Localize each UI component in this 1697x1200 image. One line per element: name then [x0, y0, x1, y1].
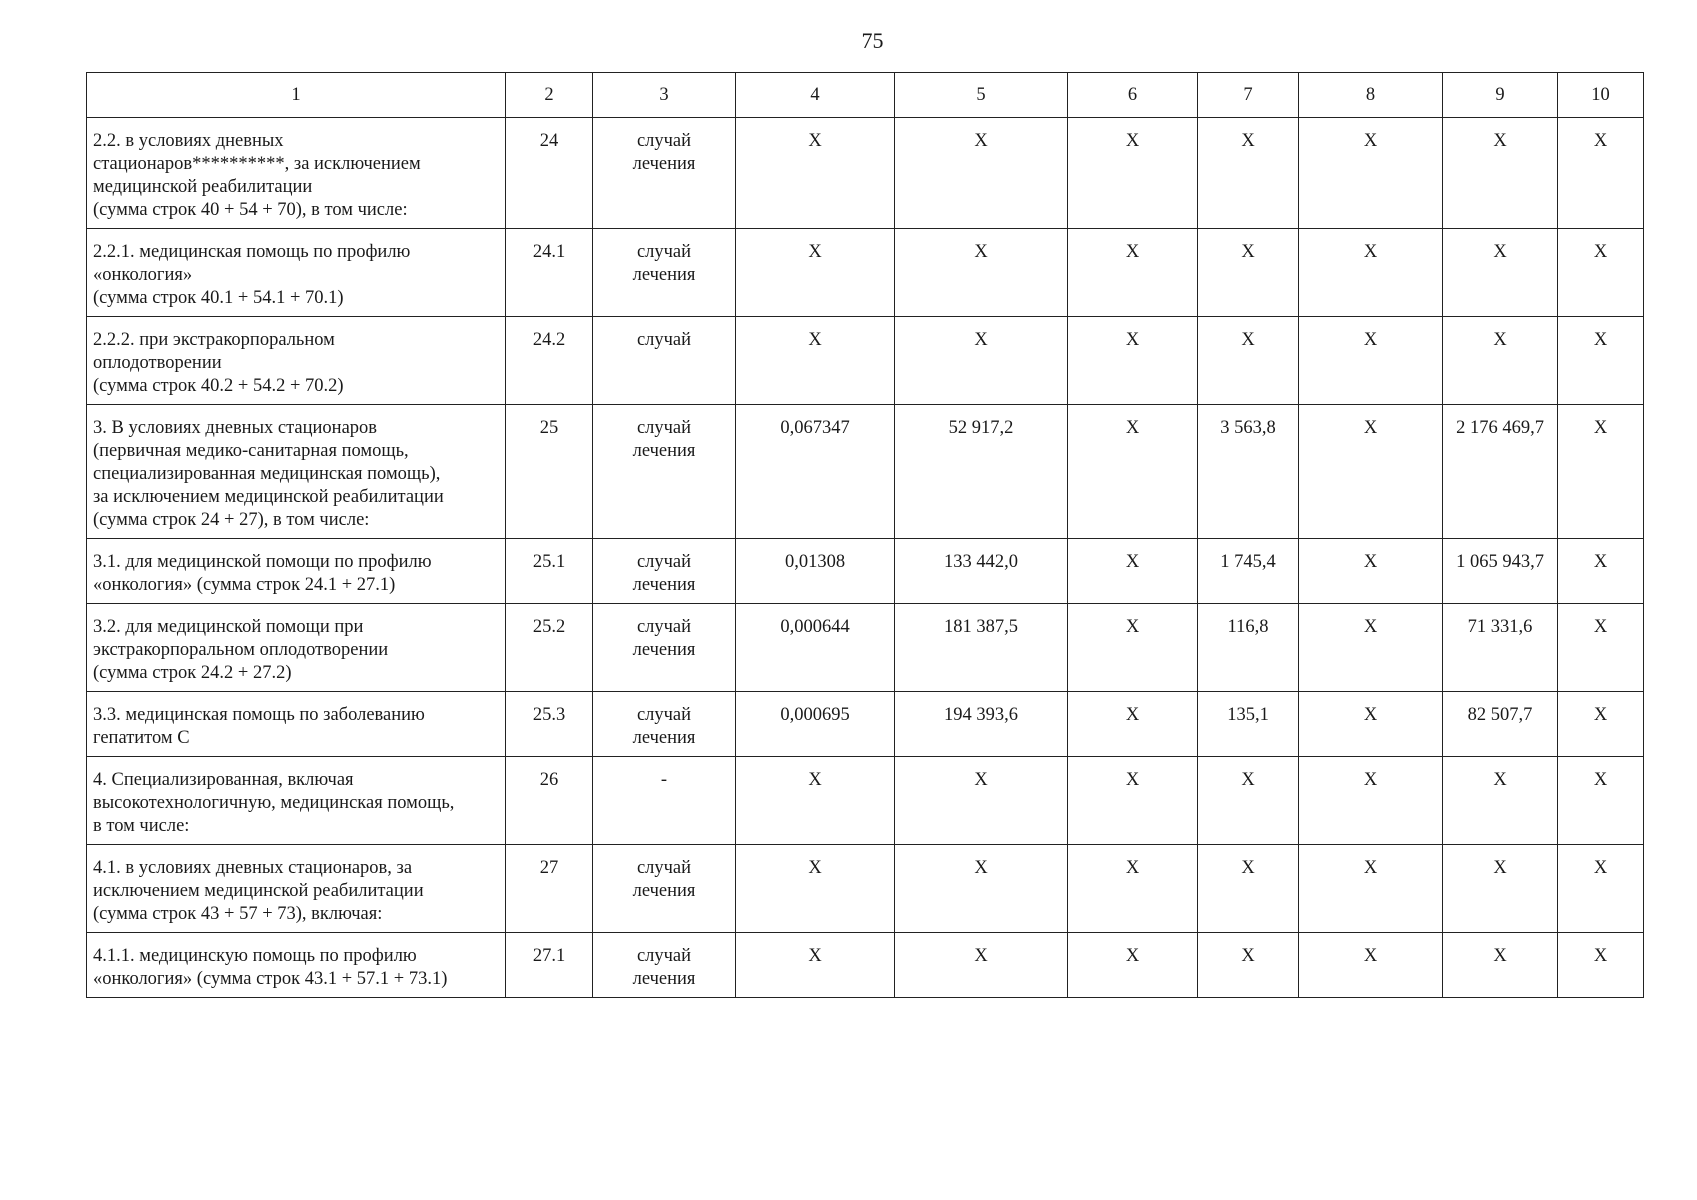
table-cell-col-6: X	[1068, 757, 1198, 845]
table-cell-col-7: X	[1198, 845, 1299, 933]
table-cell-col-4: 0,000695	[736, 692, 895, 757]
table-cell-col-3: случай лечения	[593, 405, 736, 539]
table-cell-col-8: X	[1299, 405, 1443, 539]
table-cell-col-8: X	[1299, 692, 1443, 757]
column-header-4: 4	[736, 73, 895, 118]
table-cell-col-3: случай лечения	[593, 933, 736, 998]
table-cell-col-10: X	[1558, 604, 1644, 692]
table-cell-col-6: X	[1068, 933, 1198, 998]
table-row	[87, 604, 1644, 692]
table-cell-col-7: 116,8	[1198, 604, 1299, 692]
table-cell-col-9: X	[1443, 229, 1558, 317]
table-cell-col-4: 0,000644	[736, 604, 895, 692]
table-cell-col-6: X	[1068, 405, 1198, 539]
table-cell-col-1: 3.2. для медицинской помощи при экстракорпоральном оплодотворении (сумма строк 24.2 + 27.2)	[87, 604, 506, 692]
table-cell-col-2: 25.1	[506, 539, 593, 604]
table-cell-col-6: X	[1068, 229, 1198, 317]
table-cell-col-6: X	[1068, 845, 1198, 933]
table-row	[87, 692, 1644, 757]
table-cell-col-2: 24.2	[506, 317, 593, 405]
page-number: 75	[861, 28, 884, 53]
table-cell-col-8: X	[1299, 539, 1443, 604]
column-header-2: 2	[506, 73, 593, 118]
table-cell-col-9: X	[1443, 317, 1558, 405]
table-row	[87, 539, 1644, 604]
table-cell-col-10: X	[1558, 539, 1644, 604]
table-cell-col-4: X	[736, 933, 895, 998]
table-cell-col-4: 0,067347	[736, 405, 895, 539]
table-row	[87, 757, 1644, 845]
table-cell-col-3: случай лечения	[593, 539, 736, 604]
table-cell-col-4: X	[736, 229, 895, 317]
table-cell-col-8: X	[1299, 317, 1443, 405]
column-header-3: 3	[593, 73, 736, 118]
table-cell-col-1: 3. В условиях дневных стационаров (первичная медико-санитарная помощь, специализированная медицинская помощь), за исключением медицинской реабилитации (сумма строк 24 + 27), в том числе:	[87, 405, 506, 539]
table-cell-col-4: 0,01308	[736, 539, 895, 604]
table-cell-col-5: X	[895, 118, 1068, 229]
table-row	[87, 118, 1644, 229]
table-cell-col-8: X	[1299, 229, 1443, 317]
table-cell-col-9: X	[1443, 845, 1558, 933]
table-cell-col-4: X	[736, 757, 895, 845]
table-cell-col-1: 2.2.1. медицинская помощь по профилю «онкология» (сумма строк 40.1 + 54.1 + 70.1)	[87, 229, 506, 317]
table-cell-col-1: 4.1. в условиях дневных стационаров, за исключением медицинской реабилитации (сумма строк 43 + 57 + 73), включая:	[87, 845, 506, 933]
table-cell-col-8: X	[1299, 604, 1443, 692]
table-cell-col-10: X	[1558, 757, 1644, 845]
table-cell-col-2: 25.3	[506, 692, 593, 757]
table-cell-col-10: X	[1558, 845, 1644, 933]
table-cell-col-2: 24.1	[506, 229, 593, 317]
table-cell-col-8: X	[1299, 845, 1443, 933]
table-cell-col-9: 71 331,6	[1443, 604, 1558, 692]
table-cell-col-10: X	[1558, 405, 1644, 539]
table-cell-col-6: X	[1068, 317, 1198, 405]
table-cell-col-7: X	[1198, 317, 1299, 405]
table-cell-col-4: X	[736, 317, 895, 405]
table-cell-col-5: X	[895, 933, 1068, 998]
table-cell-col-5: 181 387,5	[895, 604, 1068, 692]
table-row	[87, 845, 1644, 933]
data-table	[86, 72, 1644, 998]
table-cell-col-7: X	[1198, 933, 1299, 998]
column-header-6: 6	[1068, 73, 1198, 118]
table-cell-col-4: X	[736, 118, 895, 229]
table-cell-col-5: 194 393,6	[895, 692, 1068, 757]
table-cell-col-9: X	[1443, 933, 1558, 998]
table-cell-col-3: случай лечения	[593, 604, 736, 692]
table-row	[87, 405, 1644, 539]
table-cell-col-5: X	[895, 229, 1068, 317]
table-cell-col-8: X	[1299, 933, 1443, 998]
column-header-8: 8	[1299, 73, 1443, 118]
table-cell-col-6: X	[1068, 539, 1198, 604]
table-cell-col-3: случай лечения	[593, 118, 736, 229]
table-cell-col-3: -	[593, 757, 736, 845]
table-cell-col-10: X	[1558, 229, 1644, 317]
table-cell-col-10: X	[1558, 118, 1644, 229]
table-cell-col-7: X	[1198, 757, 1299, 845]
table-cell-col-3: случай лечения	[593, 229, 736, 317]
table-cell-col-7: X	[1198, 229, 1299, 317]
table-cell-col-9: 82 507,7	[1443, 692, 1558, 757]
table-cell-col-1: 3.3. медицинская помощь по заболеванию гепатитом С	[87, 692, 506, 757]
table-cell-col-5: 52 917,2	[895, 405, 1068, 539]
table-cell-col-2: 27.1	[506, 933, 593, 998]
table-cell-col-7: 1 745,4	[1198, 539, 1299, 604]
table-cell-col-1: 4.1.1. медицинскую помощь по профилю «онкология» (сумма строк 43.1 + 57.1 + 73.1)	[87, 933, 506, 998]
table-cell-col-10: X	[1558, 933, 1644, 998]
table-cell-col-6: X	[1068, 604, 1198, 692]
table-body	[87, 118, 1644, 998]
table-cell-col-10: X	[1558, 317, 1644, 405]
header-row	[87, 73, 1644, 118]
table-cell-col-6: X	[1068, 692, 1198, 757]
table-cell-col-7: 135,1	[1198, 692, 1299, 757]
table-cell-col-1: 4. Специализированная, включая высокотехнологичную, медицинская помощь, в том числе:	[87, 757, 506, 845]
table-cell-col-1: 3.1. для медицинской помощи по профилю «онкология» (сумма строк 24.1 + 27.1)	[87, 539, 506, 604]
table-cell-col-9: 2 176 469,7	[1443, 405, 1558, 539]
table-cell-col-2: 25	[506, 405, 593, 539]
table-cell-col-7: X	[1198, 118, 1299, 229]
table-cell-col-5: X	[895, 757, 1068, 845]
table-cell-col-2: 24	[506, 118, 593, 229]
column-header-10: 10	[1558, 73, 1644, 118]
table-row	[87, 317, 1644, 405]
table-cell-col-8: X	[1299, 118, 1443, 229]
table-cell-col-3: случай	[593, 317, 736, 405]
table-cell-col-3: случай лечения	[593, 845, 736, 933]
column-header-1: 1	[87, 73, 506, 118]
table-row	[87, 229, 1644, 317]
table-cell-col-8: X	[1299, 757, 1443, 845]
table-cell-col-7: 3 563,8	[1198, 405, 1299, 539]
table-row	[87, 933, 1644, 998]
table-cell-col-9: X	[1443, 757, 1558, 845]
column-header-5: 5	[895, 73, 1068, 118]
table-cell-col-5: 133 442,0	[895, 539, 1068, 604]
column-header-9: 9	[1443, 73, 1558, 118]
table-cell-col-5: X	[895, 845, 1068, 933]
column-header-7: 7	[1198, 73, 1299, 118]
table-cell-col-6: X	[1068, 118, 1198, 229]
table-cell-col-2: 25.2	[506, 604, 593, 692]
table-cell-col-4: X	[736, 845, 895, 933]
table-cell-col-9: 1 065 943,7	[1443, 539, 1558, 604]
table-cell-col-1: 2.2. в условиях дневных стационаров**********, за исключением медицинской реабилитации (сумма строк 40 + 54 + 70), в том числе:	[87, 118, 506, 229]
table-cell-col-2: 26	[506, 757, 593, 845]
table-cell-col-9: X	[1443, 118, 1558, 229]
table-cell-col-5: X	[895, 317, 1068, 405]
table-cell-col-1: 2.2.2. при экстракорпоральном оплодотворении (сумма строк 40.2 + 54.2 + 70.2)	[87, 317, 506, 405]
table-cell-col-3: случай лечения	[593, 692, 736, 757]
table-cell-col-2: 27	[506, 845, 593, 933]
table-cell-col-10: X	[1558, 692, 1644, 757]
